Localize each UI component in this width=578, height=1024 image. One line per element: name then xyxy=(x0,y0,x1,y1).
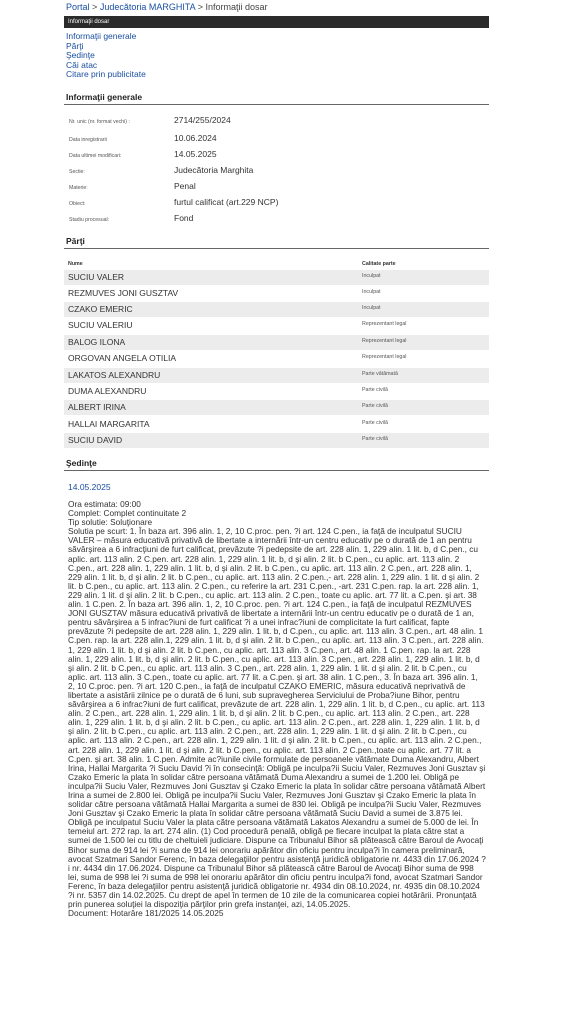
breadcrumb-portal-link[interactable]: Portal xyxy=(66,2,90,12)
party-name: SUCIU DAVID xyxy=(68,435,123,445)
nav-link-appeals[interactable]: Căi atac xyxy=(66,59,98,70)
session-solution-type: Tip solutie: Soluţionare xyxy=(68,517,153,528)
party-quality: Inculpat xyxy=(362,289,381,295)
party-quality: Reprezentant legal xyxy=(362,321,407,327)
party-name: CZAKO EMERIC xyxy=(68,304,133,314)
party-row xyxy=(64,384,489,399)
nav-link-sessions[interactable]: Şedinţe xyxy=(66,50,95,61)
section-nav xyxy=(66,32,146,80)
info-label: Data ultimei modificari: xyxy=(69,153,122,159)
party-name: SUCIU VALER xyxy=(68,272,125,282)
party-row xyxy=(64,318,489,333)
session-document: Document: Hotarâre 181/2025 14.05.2025 xyxy=(68,908,224,919)
divider xyxy=(64,104,489,105)
party-row xyxy=(64,270,489,285)
general-heading: Informaţii generale xyxy=(66,92,143,102)
divider xyxy=(64,470,489,471)
party-quality: Parte civilă xyxy=(362,420,388,426)
parties-col-quality: Calitate parte xyxy=(362,261,396,267)
nav-link-parties[interactable]: Părţi xyxy=(66,40,84,51)
party-name: LAKATOS ALEXANDRU xyxy=(68,370,161,380)
party-row xyxy=(64,286,489,301)
breadcrumb-separator: > xyxy=(92,2,98,12)
party-name: ALBERT IRINA xyxy=(68,402,126,412)
party-row xyxy=(64,417,489,432)
info-value: furtul calificat (art.229 NCP) xyxy=(174,197,279,207)
party-row xyxy=(64,433,489,448)
breadcrumb-current: Informaţii dosar xyxy=(205,2,268,12)
party-quality: Inculpat xyxy=(362,273,381,279)
info-value: Fond xyxy=(174,213,194,223)
party-quality: Inculpat xyxy=(362,305,381,311)
info-label: Sectie: xyxy=(69,169,85,175)
sessions-heading: Şedinţe xyxy=(66,458,97,468)
session-solution-text: Solutia pe scurt: 1. În baza art. 396 alin. 1, 2, 10 C.proc. pen. ?i art. 124 C.pen., ia faţă de inculpatul SUCIU VALER – măsura educativă privativă de libertate a internării într-un centru educativ pe o durată de 1 an pentru săvârşirea a 6 infracţiuni de furt calificat, prevăzute ?i pedepsite de art. 228 alin. 1, 229 alin. 1 lit. b, d C.pen., cu aplic. art. 113 alin. 2 C.pen. art. 228 alin. 1, 229 alin. 1 lit. b, d şi alin. 2 lit. b C.pen., cu aplic. art. 113 alin. 2 C.pen., art. 228 alin. 1, 229 alin. 1 lit. b, d şi alin. 2 lit. b C.pen., cu aplic. art. 113 alin. 2 C.pen., art. 228 alin. 1, 229 alin. 1 lit. b, d şi alin. 2 lit. b C.pen., cu aplic. art. 113 alin. 2 C.pen.,- art. 228 alin. 1, 229 alin. 1 lit. d şi alin. 2 lit. b C.pen., cu aplic. art. 113 alin. 2 C.pen., cu referire la art. 231 C.pen., -art. 231 C.pen. rap. la art. 228 alin. 1, 229 alin. 1 lit. d şi alin. 2 lit. b C.pen., cu aplic. art. 113 alin. 2 C.pen., toate cu aplic. art. 77 lit. a C.pen. şi art. 38 alin. 1 C.pen. 2. În baza art. 396 alin. 1, 2, 10 C.proc. pen. ?i art. 124 C.pen., ia faţă de inculpatul REZMUVES JONI GUSZTAV măsura educativă privativă de libertate a internării într-un centru educativ pe o durată de 1 an, pentru săvârşirea a 5 infrac?iuni de furt calificat ?i a unei infrac?iuni de complicitate la furt calificat, fapte prevăzute ?i pedepsite de art. 228 alin. 1, 229 alin. 1 lit. b, d C.pen., cu aplic. art. 113 alin. 3 C.pen., art. 48 alin. 1 C.pen. rap. la art. 228 alin.1, 229 alin. 1 lit. b, d şi alin. 2 lit. b C.pen., cu aplic. art. 113 alin. 3 C.pen., art. 228 alin. 1, 229 alin. 1 lit. b, d şi alin. 2 lit. b C.pen., cu aplic. art. 113 alin. 3 C.pen., art. 48 alin. 1 C.pen. rap. la art. 228 alin. 1, 229 alin. 1 lit. b, d şi alin. 2 lit. b C.pen., cu aplic. art. 113 alin. 3 C.pen., art. 228 alin. 1, 229 alin. 1 lit. b, d şi alin. 2 lit. b C.pen., cu aplic. art. 113 alin. 3 C.pen., art. 228 alin. 1, 229 alin. 1 lit. d şi alin. 2 lit. b C.pen., cu aplic. art. 113 alin. 3 C.pen., toate cu aplic. art. 77 lit. a C.pen. şi art. 38 alin. 1 C.pen., 3. În baza art. 396 alin. 1, 2, 10 C.proc. pen. ?i art. 120 C.pen., ia faţă de inculpatul CZAKO EMERIC, măsura educativă neprivativă de libertate a asistării zilnice pe o durată de 6 luni, sub supravegherea Serviciului de Proba?iune Bihor, pentru săvârşirea a 6 infrac?iuni de furt calificat, prevăzute de art. 228 alin. 1, 229 alin. 1 lit. b, d C.pen., cu aplic. art. 113 alin. 2 C.pen., art. 228 alin. 1, 229 alin. 1 lit. b, d şi alin. 2 lit. b C.pen., cu aplic. art. 113 alin. 2 C.pen., art. 228 alin. 1, 229 alin. 1 lit. b, d şi alin. 2 lit. b C.pen., cu aplic. art. 113 alin. 2 C.pen., art. 228 alin. 1, 229 alin. 1 lit. b, d şi alin. 2 lit. b C.pen., cu aplic. art. 113 alin. 2 C.pen., art. 228 alin. 1, 229 alin. 1 lit. d şi alin. 2 lit. b C.pen., cu aplic. art. 113 alin. 2 C.pen., art. 228 alin. 1, 229 alin. 1 lit. d şi alin. 2 lit. b C.pen., cu aplic. art. 113 alin. 2 C.pen., art. 228 alin. 1, 229 alin. 1 lit. d şi alin. 2 lit. b C.pen., cu aplic. art. 113 alin. 2 C.pen.,toate cu aplic. art. 77 lit. a C.pen. şi art. 38 alin. 1 C.pen. Admite ac?iunile civile formulate de persoanele vătămate Duma Alexandru, Albert Irina, Hallai Margarita ?i Suciu David ?i în consecinţă: Obligă pe inculpa?ii Suciu Valer, Rezmuves Joni Gusztav şi Czako Emeric la plata în solidar către persoana vătămată Duma Alexandru a sumei de 1.200 lei. Obligă pe inculpa?ii Suciu Valer, Rezmuves Joni Gusztav şi Czako Emeric la plata în solidar către persoana vătămată Albert Irina a sumei de 2.800 lei. Obligă pe inculpa?ii Suciu Valer, Rezmuves Joni Gusztav şi Czako Emeric la plata în solidar către persoana vătămată Hallai Margarita a sumei de 830 lei. Obligă pe inculpa?ii Suciu Valer, Rezmuves Joni Gusztav şi Czako Emeric la plata în solidar către persoana vătămată Suciu David a sumei de 3.875 lei. Obligă pe inculpatul Suciu Valer la plata către persoana vătămată Lakatos Alexandru a sumei de 5.000 de lei. În temeiul art. 272 rap. la art. 274 alin. (1) Cod procedură penală, obligă pe fiecare inculpat la plata către stat a sumei de 1.500 lei cu titlu de cheltuieli judiciare. Dispune ca Tribunalul Bihor să plătească către Baroul de Avocaţi Bihor suma de 914 lei ?i suma de 914 lei onorariu apărător din oficiu pentru inculpa?i în camera preliminară, avocat Szatmari Sandor Ferenc, în baza delegaţiilor pentru asistenţă juridică obligatorie nr. 4433 din 17.06.2024 ?i nr. 4434 din 17.06.2024. Dispune ca Tribunalul Bihor să plătească către Baroul de Avocaţi Bihor suma de 998 lei, suma de 998 lei ?i suma de 998 lei onorariu apărător din oficiu pentru inculpa?i fond, avocat Szatmari Sandor Ferenc, în baza delegaţiilor pentru asistenţă juridică obligatorie nr. 4934 din 08.10.2024, nr. 4935 din 08.10.2024 ?i nr. 5357 din 14.02.2025. Cu drept de apel în termen de 10 zile de la comunicarea copiei hotărârii. Pronunţată prin punerea soluţiei la dispoziţia părţilor prin grefa instanţei, azi, 14.05.2025. xyxy=(68,526,486,910)
info-value: 10.06.2024 xyxy=(174,133,217,143)
party-row xyxy=(64,335,489,350)
party-quality: Parte civilă xyxy=(362,387,388,393)
party-name: BALOG ILONA xyxy=(68,337,126,347)
party-row xyxy=(64,302,489,317)
divider xyxy=(64,248,489,249)
info-row-last-modified xyxy=(66,149,486,165)
party-quality: Parte civilă xyxy=(362,436,388,442)
info-value: 14.05.2025 xyxy=(174,149,217,159)
party-row xyxy=(64,368,489,383)
header-bar-title: Informaţii dosar xyxy=(68,19,110,25)
party-name: REZMUVES JONI GUSZTAV xyxy=(68,288,179,298)
breadcrumb xyxy=(66,2,268,12)
party-name: DUMA ALEXANDRU xyxy=(68,386,147,396)
info-label: Stadiu procesual: xyxy=(69,217,110,223)
session-panel: Complet: Complet continuitate 2 xyxy=(68,508,187,519)
parties-col-name: Nume xyxy=(68,261,83,267)
info-row-matter xyxy=(66,181,486,197)
info-value: 2714/255/2024 xyxy=(174,115,231,125)
info-value: Judecătoria Marghita xyxy=(174,165,254,175)
info-label: Data inregistrarii xyxy=(69,137,107,143)
info-label: Obiect: xyxy=(69,201,86,207)
party-name: ORGOVAN ANGELA OTILIA xyxy=(68,353,177,363)
info-label: Nr. unic (nr. format vechi) : xyxy=(69,119,130,125)
info-label: Materie: xyxy=(69,185,88,191)
nav-link-summons[interactable]: Citare prin publicitate xyxy=(66,69,146,80)
party-quality: Parte civilă xyxy=(362,403,388,409)
session-details xyxy=(68,500,486,918)
info-row-object xyxy=(66,197,486,213)
parties-heading: Părţi xyxy=(66,236,85,246)
party-quality: Reprezentant legal xyxy=(362,354,407,360)
party-row xyxy=(64,351,489,366)
info-row-registration-date xyxy=(66,133,486,149)
info-row-case-number xyxy=(66,115,486,131)
info-row-section xyxy=(66,165,486,181)
breadcrumb-separator: > xyxy=(197,2,203,12)
party-row xyxy=(64,400,489,415)
session-date: 14.05.2025 xyxy=(68,482,111,492)
nav-link-general[interactable]: Informaţii generale xyxy=(66,31,137,41)
party-name: HALLAI MARGARITA xyxy=(68,419,150,429)
party-quality: Parte vătămată xyxy=(362,371,398,377)
info-value: Penal xyxy=(174,181,196,191)
header-bar xyxy=(64,16,489,28)
party-name: SUCIU VALERIU xyxy=(68,320,133,330)
info-row-stage xyxy=(66,213,486,229)
party-quality: Reprezentant legal xyxy=(362,338,407,344)
session-hour: Ora estimata: 09:00 xyxy=(68,499,141,509)
breadcrumb-court-link[interactable]: Judecătoria MARGHITA xyxy=(99,2,196,12)
